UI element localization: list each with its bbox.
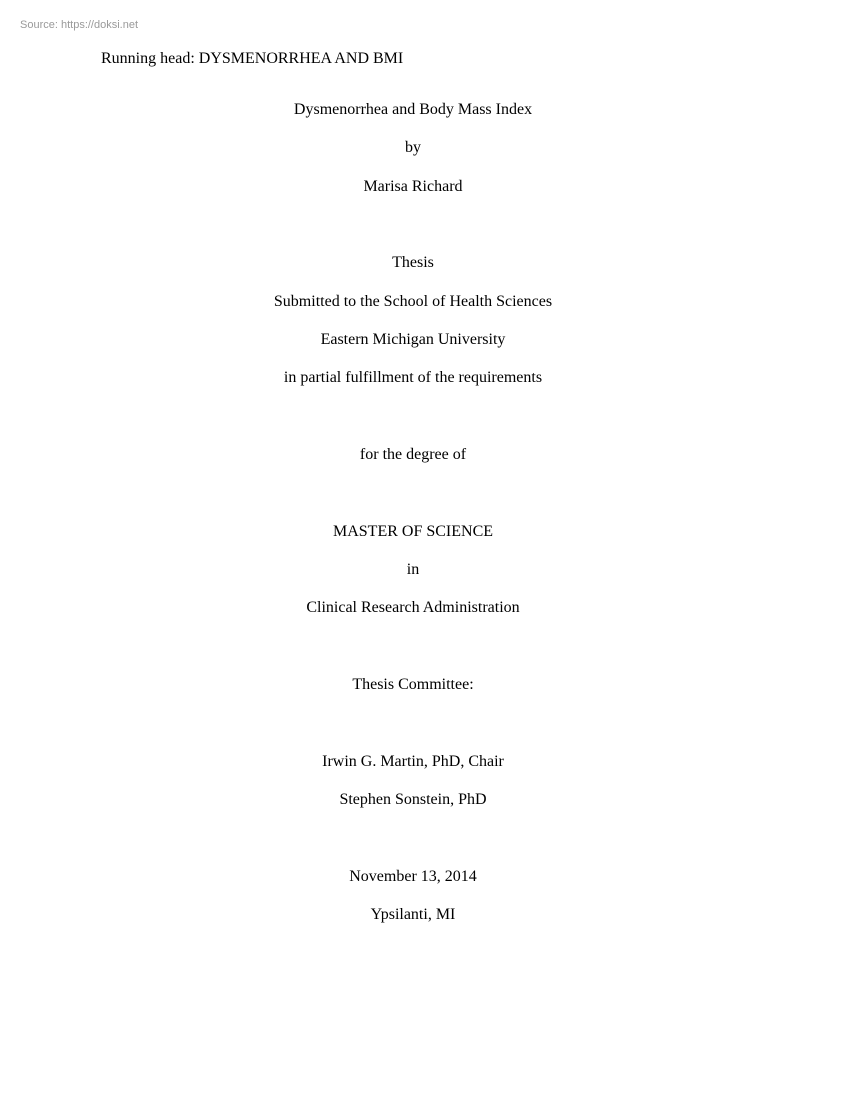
degree-name: MASTER OF SCIENCE (332, 523, 494, 540)
thesis-title: Dysmenorrhea and Body Mass Index (293, 101, 533, 118)
thesis-location: Ypsilanti, MI (370, 906, 456, 923)
fulfillment-statement: in partial fulfillment of the requirements (283, 369, 543, 386)
author-name: Marisa Richard (363, 178, 463, 195)
committee-label: Thesis Committee: (352, 676, 474, 693)
degree-field: Clinical Research Administration (306, 599, 520, 616)
in-line: in (406, 561, 420, 578)
degree-intro: for the degree of (359, 446, 467, 463)
submitted-to: Submitted to the School of Health Sciences (273, 293, 553, 310)
committee-member-chair: Irwin G. Martin, PhD, Chair (322, 753, 504, 770)
running-head: Running head: DYSMENORRHEA AND BMI (101, 50, 404, 67)
committee-member: Stephen Sonstein, PhD (339, 791, 487, 808)
university-name: Eastern Michigan University (320, 331, 506, 348)
thesis-date: November 13, 2014 (349, 868, 477, 885)
document-type: Thesis (392, 254, 434, 271)
by-line: by (405, 139, 421, 156)
source-note: Source: https://doksi.net (20, 19, 139, 31)
